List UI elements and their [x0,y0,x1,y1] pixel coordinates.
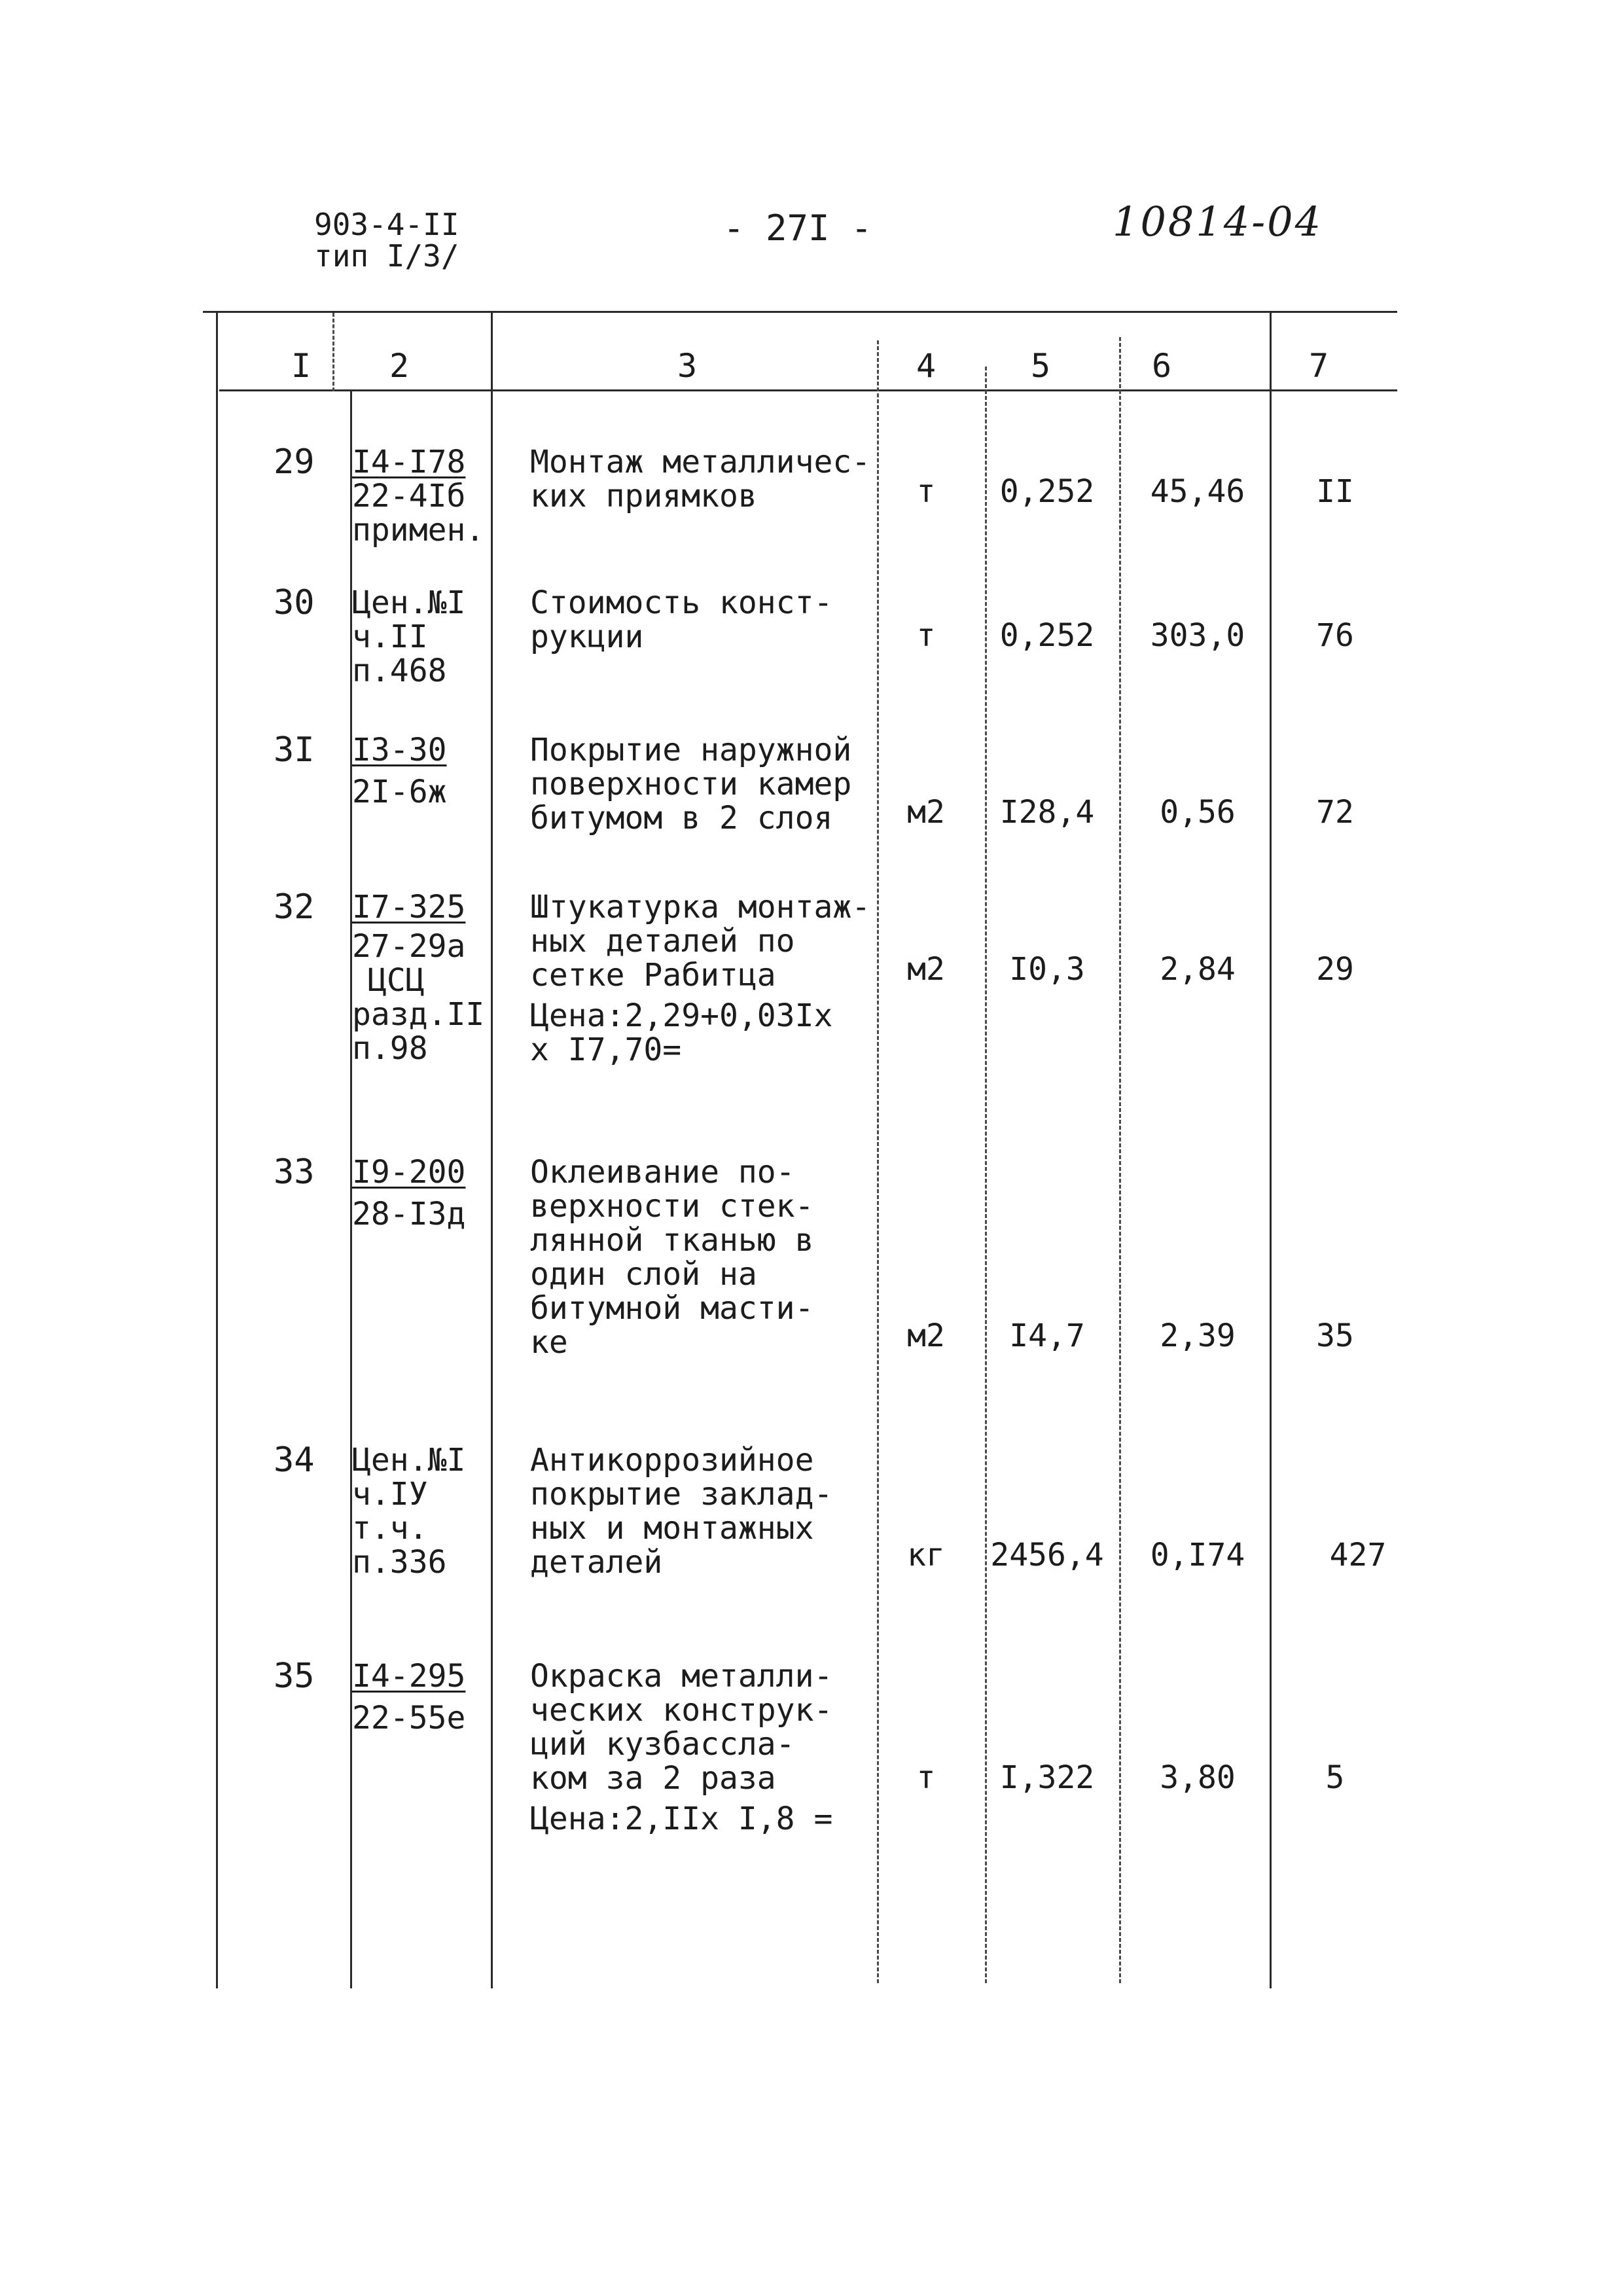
row-30-ref-main: Цен.№I [352,584,466,621]
row-35-ref-main: I4-295 [352,1658,466,1695]
row-32-description [530,890,870,1067]
row-33-desc-line-6: ке [530,1324,568,1361]
row-31-unit: м2 [907,794,945,831]
row-29-desc-line-1: Монтаж металличес- [530,444,871,480]
document-type: тип I/3/ [314,238,459,274]
column-header-2: 2 [389,347,410,385]
row-35-formula-line-1: Цена:2,IIх I,8 = [530,1801,833,1837]
row-35-desc-line-4: ком за 2 раза [530,1760,776,1797]
row-29-unit: т [916,473,936,510]
row-35-desc-line-2: ческих конструк- [530,1692,833,1729]
row-31-desc-line-3: битумом в 2 слоя [530,800,833,836]
row-33-price: 2,39 [1160,1318,1236,1354]
row-32-desc-line-1: Штукатурка монтаж- [530,889,871,925]
row-30-ref-sub-1: ч.II [352,619,428,655]
row-34-ref-sub-2: т.ч. [352,1510,428,1547]
row-30-unit: т [916,617,936,654]
row-34-quantity: 2456,4 [990,1537,1104,1573]
row-31-description [530,733,851,835]
row-31-number: 3I [274,730,315,770]
row-35-reference [352,1659,465,1735]
row-32-ref-sub-1: 27-29а [352,928,466,965]
row-32-total: 29 [1316,951,1354,988]
row-32-price: 2,84 [1160,951,1236,988]
row-35-price: 3,80 [1160,1759,1236,1796]
row-34-unit: кг [907,1537,945,1573]
column-divider-6 [1270,313,1272,1988]
row-32-formula-line-1: Цена:2,29+0,03Iх [530,997,833,1034]
row-33-description [530,1155,813,1359]
row-34-desc-line-2: покрытие заклад- [530,1476,833,1513]
row-30-ref-sub-2: п.468 [352,653,447,689]
row-35-total: 5 [1325,1759,1345,1796]
table-left-border [216,313,218,1988]
column-divider-2 [491,313,493,1988]
row-34-ref-sub-3: п.336 [352,1544,447,1581]
row-29-price: 45,46 [1150,473,1245,510]
row-32-formula-line-2: х I7,70= [530,1031,682,1068]
row-32-reference [352,890,484,1066]
row-29-reference [352,445,484,547]
row-33-unit: м2 [907,1318,945,1354]
row-34-number: 34 [274,1441,315,1480]
row-32-number: 32 [274,888,315,927]
row-34-ref-sub-1: ч.IУ [352,1476,428,1513]
column-header-6: 6 [1151,347,1172,385]
row-34-ref-main: Цен.№I [352,1442,466,1479]
row-33-total: 35 [1316,1318,1354,1354]
row-33-desc-line-4: один слой на [530,1256,757,1293]
row-30-quantity: 0,252 [999,617,1095,654]
row-30-reference [352,586,465,688]
column-header-3: 3 [677,347,698,385]
row-29-ref-sub-1: 22-4Iб [352,478,466,514]
row-29-desc-line-2: ких приямков [530,478,757,514]
row-31-quantity: I28,4 [999,794,1095,831]
table-top-rule [203,311,1397,313]
row-33-desc-line-5: битумной масти- [530,1290,814,1327]
row-33-desc-line-2: верхности стек- [530,1188,814,1225]
row-29-total: II [1316,473,1354,510]
row-31-desc-line-1: Покрытие наружной [530,732,852,768]
row-33-ref-main: I9-200 [352,1154,466,1191]
row-32-ref-sub-2: ЦСЦ [368,962,425,999]
row-30-number: 30 [274,583,315,622]
column-divider-5 [1119,337,1121,1983]
row-34-desc-line-3: ных и монтажных [530,1510,814,1547]
row-32-ref-main: I7-325 [352,889,466,925]
row-34-price: 0,I74 [1150,1537,1245,1573]
row-29-ref-sub-2: примен. [352,512,485,548]
row-33-number: 33 [274,1153,315,1192]
row-35-desc-line-1: Окраска металли- [530,1658,833,1695]
row-32-ref-sub-4: п.98 [352,1030,428,1067]
row-29-description [530,445,870,513]
row-29-quantity: 0,252 [999,473,1095,510]
column-header-1: I [291,347,312,385]
table-header-rule [219,389,1397,391]
row-30-price: 303,0 [1150,617,1245,654]
row-31-ref-main: I3-30 [352,732,447,768]
row-29-ref-main: I4-I78 [352,444,466,480]
row-34-desc-line-1: Антикоррозийное [530,1442,814,1479]
row-30-description [530,586,832,654]
row-31-ref-sub-1: 2I-6ж [352,774,447,810]
row-32-ref-sub-3: разд.II [352,996,485,1033]
handwritten-sheet-id: 10814-04 [1113,198,1323,245]
row-35-description [530,1659,832,1836]
row-32-desc-line-3: сетке Рабитца [530,957,776,994]
row-34-desc-line-4: деталей [530,1544,663,1581]
row-29-number: 29 [274,442,315,482]
row-33-ref-sub-1: 28-I3д [352,1196,466,1232]
row-33-reference [352,1155,465,1231]
row-31-desc-line-2: поверхности камер [530,766,852,802]
row-32-quantity: I0,3 [1009,951,1085,988]
row-33-desc-line-1: Оклеивание по- [530,1154,795,1191]
row-30-total: 76 [1316,617,1354,654]
document-code: 903-4-II [314,207,459,242]
row-31-reference [352,733,447,809]
row-31-total: 72 [1316,794,1354,831]
column-header-5: 5 [1030,347,1051,385]
row-30-desc-line-1: Стоимость конст- [530,584,833,621]
page-number: - 27I - [723,207,872,249]
row-34-reference [352,1443,465,1579]
row-35-ref-sub-1: 22-55е [352,1700,466,1736]
row-30-desc-line-2: рукции [530,619,644,655]
column-divider-3 [877,340,879,1983]
row-31-price: 0,56 [1160,794,1236,831]
row-34-total: 427 [1329,1537,1387,1573]
row-35-unit: т [916,1759,936,1796]
row-33-quantity: I4,7 [1009,1318,1085,1354]
row-34-description [530,1443,832,1579]
row-35-number: 35 [274,1657,315,1696]
row-32-desc-line-2: ных деталей по [530,923,795,960]
column-divider-1 [332,313,334,391]
row-35-quantity: I,322 [999,1759,1095,1796]
column-header-4: 4 [916,347,936,385]
column-header-7: 7 [1308,347,1329,385]
row-35-desc-line-3: ций кузбассла- [530,1726,795,1763]
column-divider-4 [985,367,987,1983]
row-33-desc-line-3: лянной тканью в [530,1222,814,1259]
row-32-unit: м2 [907,951,945,988]
